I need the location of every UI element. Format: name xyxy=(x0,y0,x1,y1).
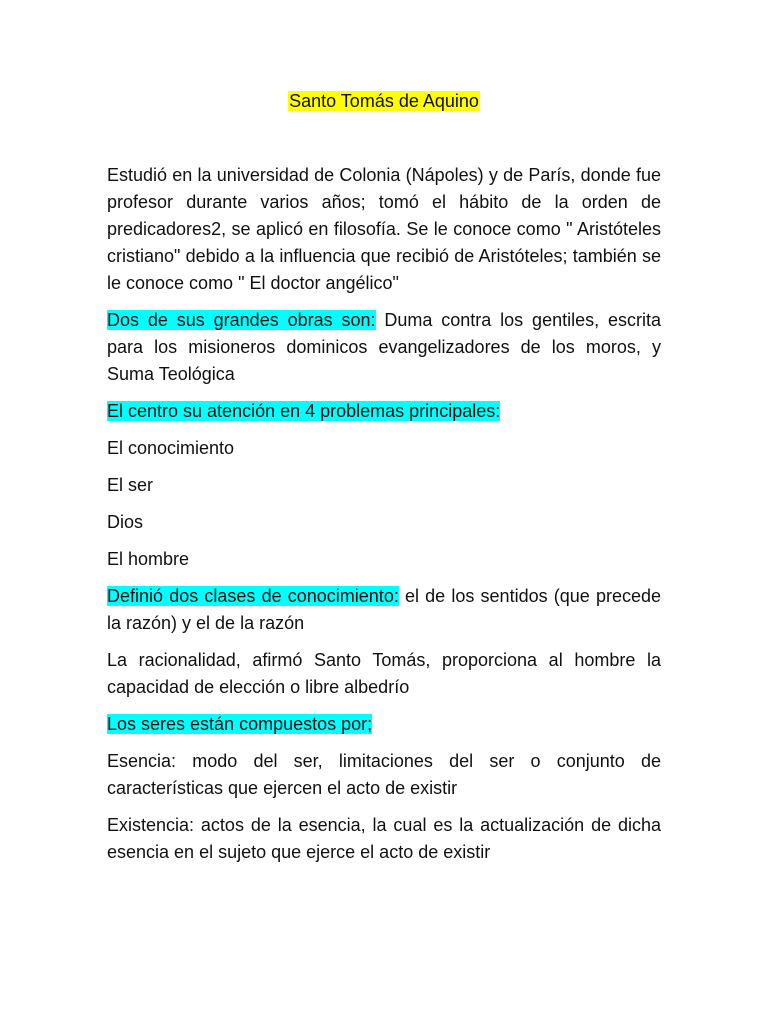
problem-item: Dios xyxy=(107,512,144,532)
problem-item: El ser xyxy=(107,475,154,495)
problem-item: El hombre xyxy=(107,549,190,569)
problems-heading-line xyxy=(107,398,661,425)
problems-heading: El centro su atención en 4 problemas principales: xyxy=(107,401,501,421)
works-paragraph xyxy=(107,307,661,388)
title-block xyxy=(107,88,661,115)
document-title: Santo Tomás de Aquino xyxy=(289,91,479,111)
existence-paragraph: Existencia: actos de la esencia, la cual es la actualización de dicha esencia en el sujeto que ejerce el acto de existir xyxy=(107,815,661,862)
essence-paragraph: Esencia: modo del ser, limitaciones del ser o conjunto de características que ejercen el acto de existir xyxy=(107,751,661,798)
biography-paragraph: Estudió en la universidad de Colonia (Nápoles) y de París, donde fue profesor durante varios años; tomó el hábito de la orden de predicadores2, se aplicó en filosofía. Se le conoce como " Aristóteles cristiano" debido a la influencia que recibió de Aristóteles; también se le conoce como " El doctor angélico" xyxy=(107,165,661,293)
problem-item: El conocimiento xyxy=(107,438,235,458)
works-text: Duma contra los gentiles, escrita para los misioneros dominicos evangelizadores de los moros, y Suma Teológica xyxy=(107,310,661,384)
knowledge-text: el de los sentidos (que precede la razón) y el de la razón xyxy=(107,586,661,633)
rationality-paragraph: La racionalidad, afirmó Santo Tomás, proporciona al hombre la capacidad de elección o libre albedrío xyxy=(107,650,661,697)
beings-heading-line xyxy=(107,711,661,738)
works-heading: Dos de sus grandes obras son: xyxy=(107,310,376,330)
beings-heading: Los seres están compuestos por; xyxy=(107,714,373,734)
knowledge-heading: Definió dos clases de conocimiento: xyxy=(107,586,399,606)
knowledge-paragraph xyxy=(107,583,661,637)
